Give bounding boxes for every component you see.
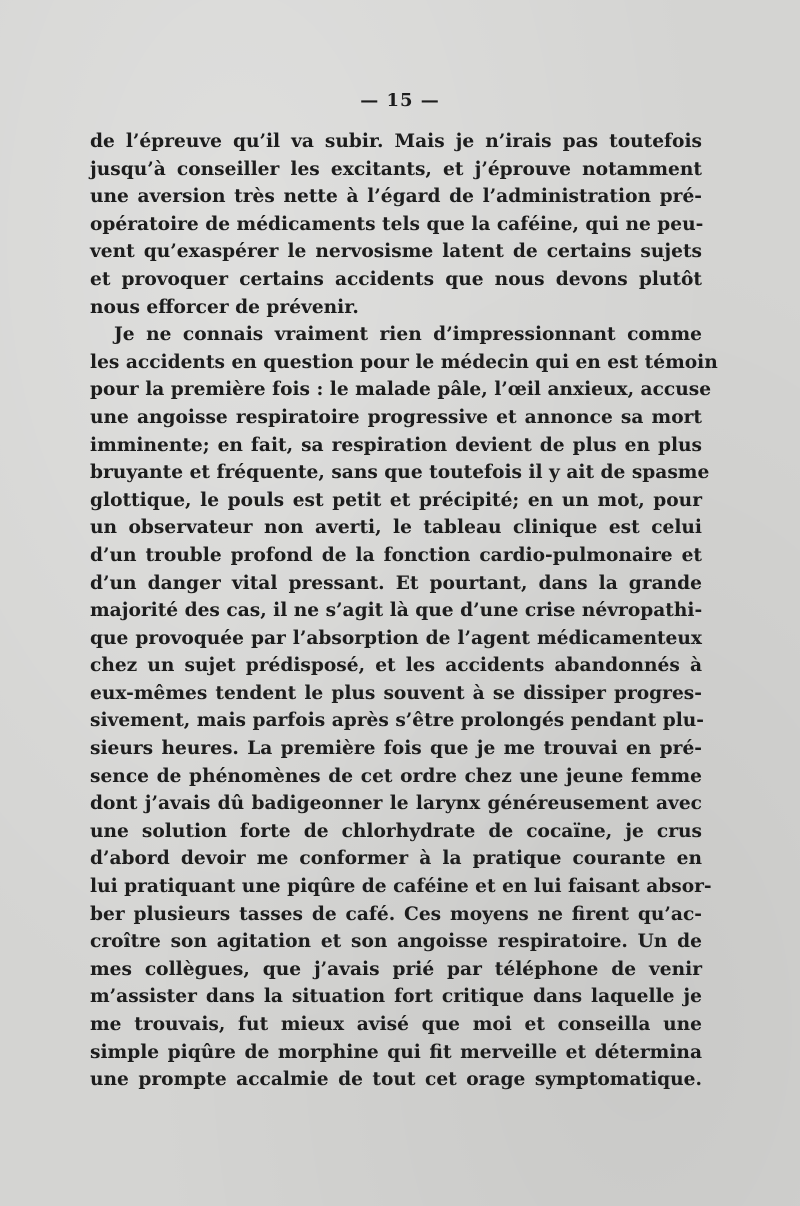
text-line: lui pratiquant une piqûre de caféine et en lui faisant absor- [90, 876, 712, 898]
text-line: une prompte accalmie de tout cet orage symptomatique. [90, 1069, 702, 1091]
text-line: un observateur non averti, le tableau clinique est celui [90, 517, 702, 539]
text-line: et provoquer certains accidents que nous devons plutôt [90, 268, 702, 290]
text-line: d’un danger vital pressant. Et pourtant, dans la grande [90, 572, 702, 594]
text-line: sence de phénomènes de cet ordre chez une jeune femme [90, 765, 702, 787]
text-line: simple piqûre de morphine qui fit merveille et détermina [90, 1041, 702, 1063]
text-line: que provoquée par l’absorption de l’agent médicamenteux [90, 627, 702, 649]
text-line: nous efforcer de prévenir. [90, 296, 359, 318]
text-line: bruyante et fréquente, sans que toutefois il y ait de spasme [90, 462, 710, 484]
page-number: — 15 — [360, 90, 440, 111]
text-line: une solution forte de chlorhydrate de cocaïne, je crus [90, 820, 702, 842]
text-line: ber plusieurs tasses de café. Ces moyens ne firent qu’ac- [90, 903, 702, 925]
text-line: glottique, le pouls est petit et précipité; en un mot, pour [90, 489, 702, 511]
text-line: croître son agitation et son angoisse respiratoire. Un de [90, 931, 702, 953]
text-line: eux-mêmes tendent le plus souvent à se dissiper progres- [90, 682, 702, 704]
text-line: opératoire de médicaments tels que la caféine, qui ne peu- [90, 213, 704, 235]
text-line: mes collègues, que j’avais prié par téléphone de venir [90, 958, 702, 980]
text-line: Je ne connais vraiment rien d’impressionnant comme [114, 324, 702, 346]
text-line: jusqu’à conseiller les excitants, et j’éprouve notamment [90, 158, 702, 180]
text-line: d’abord devoir me conformer à la pratique courante en [90, 848, 702, 870]
text-line: m’assister dans la situation fort critique dans laquelle je [90, 986, 702, 1008]
text-line: me trouvais, fut mieux avisé que moi et conseilla une [90, 1014, 702, 1035]
text-line: une aversion très nette à l’égard de l’administration pré- [90, 186, 702, 208]
text-line: sieurs heures. La première fois que je me trouvai en pré- [90, 738, 702, 760]
text-line: les accidents en question pour le médecin qui en est témoin [90, 351, 718, 373]
text-line: d’un trouble profond de la fonction cardio-pulmonaire et [90, 544, 702, 566]
text-line: imminente; en fait, sa respiration devient de plus en plus [90, 434, 702, 456]
text-line: vent qu’exaspérer le nervosisme latent de certains sujets [90, 241, 702, 263]
text-line: pour la première fois : le malade pâle, l’œil anxieux, accuse [90, 379, 712, 401]
text-line: chez un sujet prédisposé, et les accidents abandonnés à [90, 655, 702, 677]
paragraph [90, 321, 718, 1094]
text-line: une angoisse respiratoire progressive et annonce sa mort [90, 406, 702, 428]
body-text [90, 128, 718, 1094]
text-line: majorité des cas, il ne s’agit là que d’une crise névropathi- [90, 600, 703, 622]
text-line: sivement, mais parfois après s’être prolongés pendant plu- [90, 710, 705, 732]
paragraph [90, 128, 702, 321]
text-line: dont j’avais dû badigeonner le larynx généreusement avec [90, 793, 702, 815]
text-line: de l’épreuve qu’il va subir. Mais je n’irais pas toutefois [90, 131, 702, 152]
